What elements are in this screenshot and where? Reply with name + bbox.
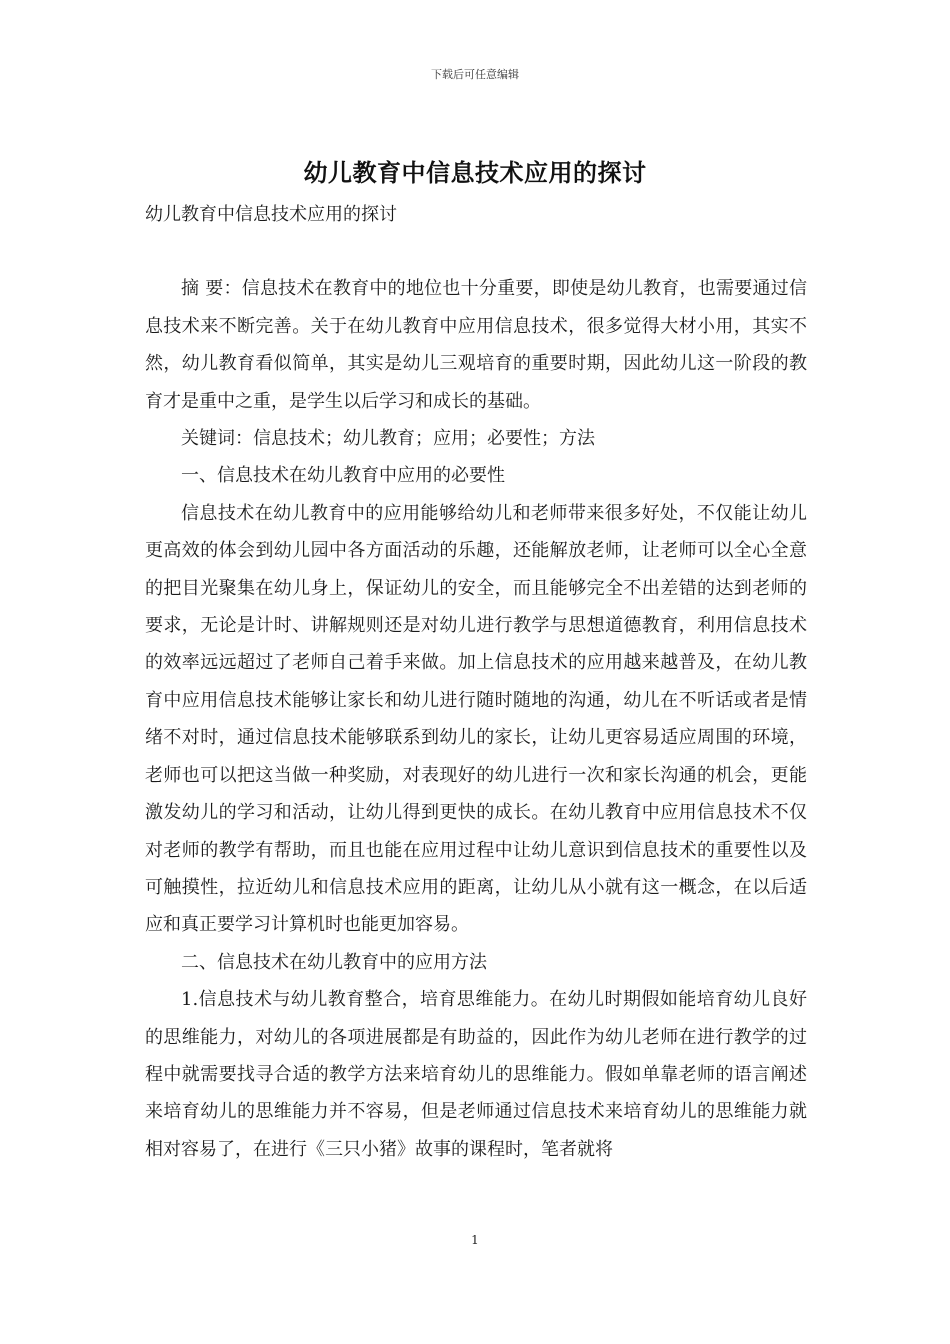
document-body [145, 196, 807, 1168]
section-2-paragraph: 1.信息技术与幼儿教育整合，培育思维能力。在幼儿时期假如能培育幼儿良好的思维能力，对幼儿的各项进展都是有助益的，因此作为幼儿老师在进行教学的过程中就需要找寻合适的教学方法来培育幼儿的思维能力。假如单靠老师的语言阐述来培育幼儿的思维能力并不容易，但是老师通过信息技术来培育幼儿的思维能力就相对容易了，在进行《三只小猪》故事的课程时，笔者就将 [145, 989, 807, 1160]
document-subtitle: 幼儿教育中信息技术应用的探讨 [145, 204, 397, 225]
document-title: 幼儿教育中信息技术应用的探讨 [303, 158, 647, 187]
section-heading-1: 一、信息技术在幼儿教育中应用的必要性 [181, 465, 505, 487]
section-1-paragraph: 信息技术在幼儿教育中的应用能够给幼儿和老师带来很多好处，不仅能让幼儿更高效的体会到幼儿园中各方面活动的乐趣，还能解放老师，让老师可以全心全意的把目光聚集在幼儿身上，保证幼儿的安全，而且能够完全不出差错的达到老师的要求，无论是计时、讲解规则还是对幼儿进行教学与思想道德教育，利用信息技术的效率远远超过了老师自己着手来做。加上信息技术的应用越来越普及，在幼儿教育中应用信息技术能够让家长和幼儿进行随时随地的沟通，幼儿在不听话或者是情绪不对时，通过信息技术能够联系到幼儿的家长，让幼儿更容易适应周围的环境，老师也可以把这当做一种奖励，对表现好的幼儿进行一次和家长沟通的机会，更能激发幼儿的学习和活动，让幼儿得到更快的成长。在幼儿教育中应用信息技术不仅对老师的教学有帮助，而且也能在应用过程中让幼儿意识到信息技术的重要性以及可触摸性，拉近幼儿和信息技术应用的距离，让幼儿从小就有这一概念，在以后适应和真正要学习计算机时也能更加容易。 [145, 502, 807, 936]
keywords-line: 关键词：信息技术；幼儿教育；应用；必要性；方法 [181, 428, 595, 450]
blank-line [145, 233, 807, 270]
section-heading-2: 二、信息技术在幼儿教育中的应用方法 [181, 951, 487, 973]
abstract-paragraph: 摘 要：信息技术在教育中的地位也十分重要，即使是幼儿教育，也需要通过信息技术来不断完善。关于在幼儿教育中应用信息技术，很多觉得大材小用，其实不然，幼儿教育看似简单，其实是幼儿三观培育的重要时期，因此幼儿这一阶段的教育才是重中之重，是学生以后学习和成长的基础。 [145, 278, 807, 412]
page-number: 1 [471, 1233, 479, 1247]
header-note: 下载后可任意编辑 [431, 68, 519, 81]
